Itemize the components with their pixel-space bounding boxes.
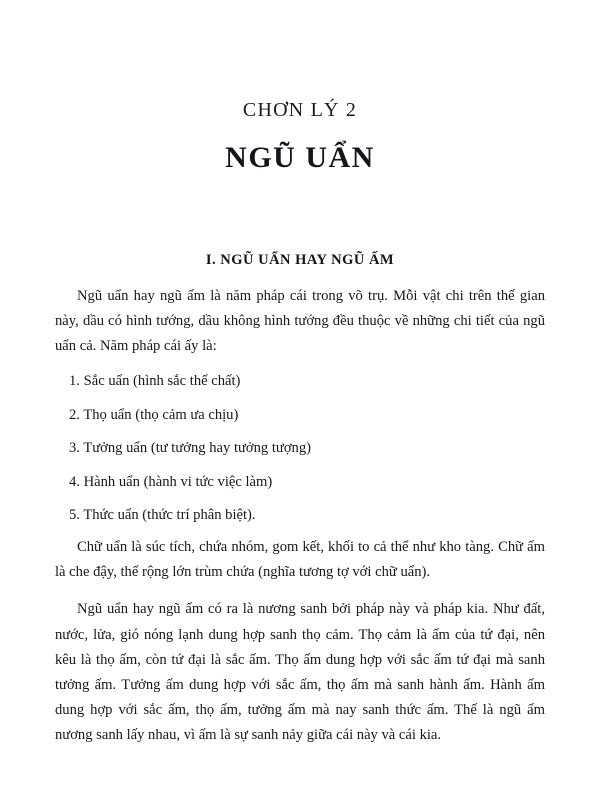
list-item: 3. Tưởng uẩn (tư tưởng hay tưởng tượng) <box>69 440 312 457</box>
list-item: 1. Sắc uẩn (hình sắc thể chất) <box>69 373 241 390</box>
list-item: 5. Thức uẩn (thức trí phân biệt). <box>69 507 256 524</box>
paragraph-definition: Chữ uẩn là súc tích, chứa nhóm, gom kết, khối to cả thể như kho tàng. Chữ ấm là che đậy, thể rộng lớn trùm chứa (nghĩa tương tợ với chữ uẩn). <box>55 538 545 581</box>
list-item: 4. Hành uẩn (hành vi tức việc làm) <box>69 473 273 490</box>
chapter-title: NGŨ UẨN <box>225 141 375 174</box>
body-content <box>55 270 545 749</box>
paragraph-explanation: Ngũ uẩn hay ngũ ấm có ra là nương sanh bởi pháp này và pháp kia. Như đất, nước, lửa, gió nóng lạnh dung hợp sanh thọ cảm. Thọ cảm là ấm của tứ đại, nên kêu là thọ ấm, còn tứ đại là sắc ấm. Thọ ấm dung hợp với sắc ấm tứ đại mà sanh tưởng ấm. Tưởng ấm dung hợp với sắc ấm, thọ ấm mà sanh hành ấm. Hành ấm dung hợp với sắc ấm, thọ ấm, tưởng ấm mà nay sanh thức ấm. Thế là ngũ ấm nương sanh lấy nhau, vì ấm là sự sanh nảy giữa cái này và cái kia. <box>55 601 545 744</box>
spacer <box>55 585 545 597</box>
paragraph-intro: Ngũ uẩn hay ngũ ấm là năm pháp cái trong võ trụ. Mỗi vật chi trên thế gian này, dầu có hình tướng, dầu không hình tướng đều thuộc về những chi tiết của ngũ uẩn cả. Năm pháp cái ấy là: <box>55 287 545 355</box>
section-heading: I. NGŨ UẨN HAY NGŨ ẤM <box>205 252 395 268</box>
chapter-label: CHƠN LÝ 2 <box>242 99 358 121</box>
spacer <box>55 525 545 535</box>
list-item: 2. Thọ uẩn (thọ cảm ưa chịu) <box>69 406 239 423</box>
ngu-uan-list <box>55 359 545 525</box>
